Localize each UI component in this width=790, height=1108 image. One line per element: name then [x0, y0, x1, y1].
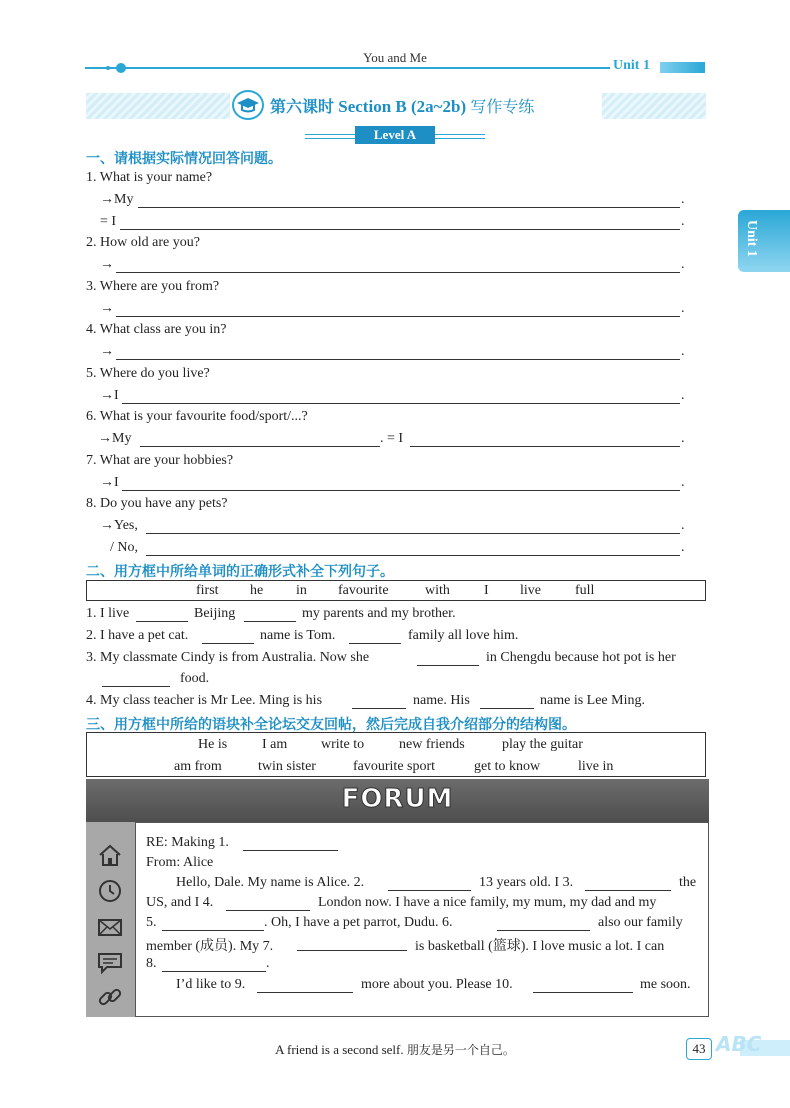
answer-line[interactable]	[116, 272, 680, 273]
sentence-3-part-c: food.	[180, 671, 210, 686]
answer-2-prefix: →	[100, 257, 114, 272]
sentence-2-part-c: family all love him.	[408, 628, 519, 643]
forum-title: FORUM	[341, 784, 454, 814]
question-8: 8. Do you have any pets?	[86, 496, 228, 511]
question-1: 1. What is your name?	[86, 170, 213, 185]
answer-line[interactable]	[122, 403, 680, 404]
answer-line[interactable]	[116, 359, 680, 360]
sentence-4-part-c: name is Lee Ming.	[540, 693, 645, 708]
section-title	[270, 94, 534, 117]
question-2: 2. How old are you?	[86, 235, 200, 250]
post-line-6a: I’d like to 9.	[176, 977, 246, 992]
post-line-4b: is basketball (篮球). I love music a lot. I can	[415, 939, 665, 954]
blank-4[interactable]	[226, 910, 310, 911]
period: .	[681, 344, 685, 359]
post-line-3b: . Oh, I have a pet parrot, Dudu. 6.	[264, 915, 453, 930]
answer-line[interactable]	[410, 446, 680, 447]
period: .	[681, 475, 685, 490]
sentence-3-part-b: in Chengdu because hot pot is her	[486, 650, 676, 665]
header-bar	[660, 62, 705, 73]
word-he: he	[250, 583, 264, 598]
post-line-2a: US, and I 4.	[146, 895, 214, 910]
blank-1[interactable]	[243, 850, 338, 851]
page-number: 43	[686, 1038, 712, 1060]
answer-line[interactable]	[140, 446, 380, 447]
header-unit-label: Unit 1	[613, 58, 650, 73]
question-5: 5. Where do you live?	[86, 366, 210, 381]
phrase-write-to: write to	[321, 737, 365, 752]
period: .	[681, 301, 685, 316]
answer-3-prefix: →	[100, 301, 114, 316]
word-box	[86, 580, 706, 601]
question-7: 7. What are your hobbies?	[86, 453, 234, 468]
answer-8b-prefix: / No,	[110, 540, 138, 555]
answer-1b-prefix: = I	[100, 214, 117, 229]
period: .	[681, 388, 685, 403]
header-dot-small	[106, 66, 110, 70]
answer-line[interactable]	[120, 229, 680, 230]
blank-6[interactable]	[497, 930, 590, 931]
answer-line[interactable]	[138, 207, 680, 208]
footer-quote-en: A friend is a second self.	[275, 1042, 404, 1057]
blank-10[interactable]	[533, 992, 633, 993]
blank-3[interactable]	[585, 890, 671, 891]
post-line-1b: 13 years old. I 3.	[479, 875, 574, 890]
post-line-6c: me soon.	[640, 977, 691, 992]
link-icon[interactable]	[96, 984, 124, 1010]
blank[interactable]	[417, 665, 479, 666]
header-dot	[116, 63, 126, 73]
header-rule	[85, 67, 610, 69]
part1-heading: 一、请根据实际情况回答问题。	[86, 151, 282, 167]
sentence-1-part-c: my parents and my brother.	[302, 606, 456, 621]
blank[interactable]	[102, 686, 170, 687]
answer-7-prefix: →I	[100, 475, 119, 490]
answer-line[interactable]	[146, 555, 680, 556]
post-line-5a: 8.	[146, 956, 157, 971]
post-line-4a: member (成员). My 7.	[146, 939, 274, 954]
post-line-6b: more about you. Please 10.	[361, 977, 513, 992]
blank-8[interactable]	[162, 971, 266, 972]
blank[interactable]	[136, 621, 188, 622]
word-live: live	[520, 583, 541, 598]
comment-icon[interactable]	[96, 950, 124, 976]
abc-decoration: ABC	[716, 1032, 762, 1056]
word-favourite: favourite	[338, 583, 389, 598]
mail-icon[interactable]	[96, 914, 124, 940]
period: .	[681, 214, 685, 229]
post-line-1c: the	[679, 875, 697, 890]
question-3: 3. Where are you from?	[86, 279, 220, 294]
answer-line[interactable]	[116, 316, 680, 317]
blank-7[interactable]	[297, 950, 407, 951]
phrase-get-to-know: get to know	[474, 759, 541, 774]
word-first: first	[196, 583, 219, 598]
blank[interactable]	[202, 643, 254, 644]
sentence-4-part-b: name. His	[413, 693, 470, 708]
period: .	[681, 192, 685, 207]
answer-line[interactable]	[146, 533, 680, 534]
answer-8a-prefix: →Yes,	[100, 518, 138, 533]
word-with: with	[425, 583, 450, 598]
phrase-am-from: am from	[174, 759, 222, 774]
phrase-twin-sister: twin sister	[258, 759, 316, 774]
sentence-1-part-a: 1. I live	[86, 606, 130, 621]
level-badge: Level A	[355, 126, 435, 144]
word-i: I	[484, 583, 489, 598]
part3-heading: 三、用方框中所给的语块补全论坛交友回帖，然后完成自我介绍部分的结构图。	[86, 717, 576, 733]
post-subject: RE: Making 1.	[146, 835, 229, 850]
blank[interactable]	[480, 708, 534, 709]
sentence-2-part-b: name is Tom.	[260, 628, 336, 643]
phrase-favourite-sport: favourite sport	[353, 759, 436, 774]
sentence-3-part-a: 3. My classmate Cindy is from Australia. Now she	[86, 650, 370, 665]
clock-icon[interactable]	[96, 878, 124, 904]
period: .	[681, 540, 685, 555]
graduation-cap-icon	[232, 90, 264, 120]
lesson-label: 第六课时	[270, 97, 335, 116]
answer-6b-prefix: . = I	[380, 431, 404, 446]
post-line-1a: Hello, Dale. My name is Alice. 2.	[176, 875, 365, 890]
post-line-3c: also our family	[598, 915, 683, 930]
practice-label: 写作专练	[470, 97, 535, 116]
sentence-4-part-a: 4. My class teacher is Mr Lee. Ming is his	[86, 693, 323, 708]
word-in: in	[296, 583, 307, 598]
footer-quote-cn: 朋友是另一个自己。	[406, 1043, 515, 1057]
question-4: 4. What class are you in?	[86, 322, 227, 337]
question-6: 6. What is your favourite food/sport/...?	[86, 409, 308, 424]
answer-1a-prefix: →My	[100, 192, 134, 207]
home-icon[interactable]	[96, 842, 124, 868]
footer-quote	[0, 1041, 790, 1058]
answer-line[interactable]	[122, 490, 680, 491]
running-header: You and Me	[363, 50, 427, 65]
answer-4-prefix: →	[100, 344, 114, 359]
period: .	[681, 518, 685, 533]
blank[interactable]	[349, 643, 401, 644]
phrase-live-in: live in	[578, 759, 614, 774]
post-author: From: Alice	[146, 855, 214, 870]
blank[interactable]	[352, 708, 406, 709]
blank-2[interactable]	[388, 890, 471, 891]
post-line-5b: .	[266, 956, 270, 971]
phrase-play-the-guitar: play the guitar	[502, 737, 583, 752]
part2-heading: 二、用方框中所给单词的正确形式补全下列句子。	[86, 564, 394, 580]
answer-6a-prefix: →My	[98, 431, 132, 446]
unit-side-tab-label: Unit 1	[744, 220, 759, 257]
sentence-2-part-a: 2. I have a pet cat.	[86, 628, 189, 643]
answer-5-prefix: →I	[100, 388, 119, 403]
section-label: Section B (2a~2b)	[338, 97, 467, 116]
phrase-i-am: I am	[262, 737, 288, 752]
blank-9[interactable]	[257, 992, 353, 993]
blank[interactable]	[244, 621, 296, 622]
phrase-new-friends: new friends	[399, 737, 465, 752]
period: .	[681, 431, 685, 446]
sentence-1-part-b: Beijing	[194, 606, 236, 621]
period: .	[681, 257, 685, 272]
post-line-2b: London now. I have a nice family, my mum, my dad and my	[318, 895, 657, 910]
phrase-he-is: He is	[198, 737, 228, 752]
blank-5[interactable]	[162, 930, 264, 931]
word-full: full	[575, 583, 595, 598]
post-line-3a: 5.	[146, 915, 157, 930]
